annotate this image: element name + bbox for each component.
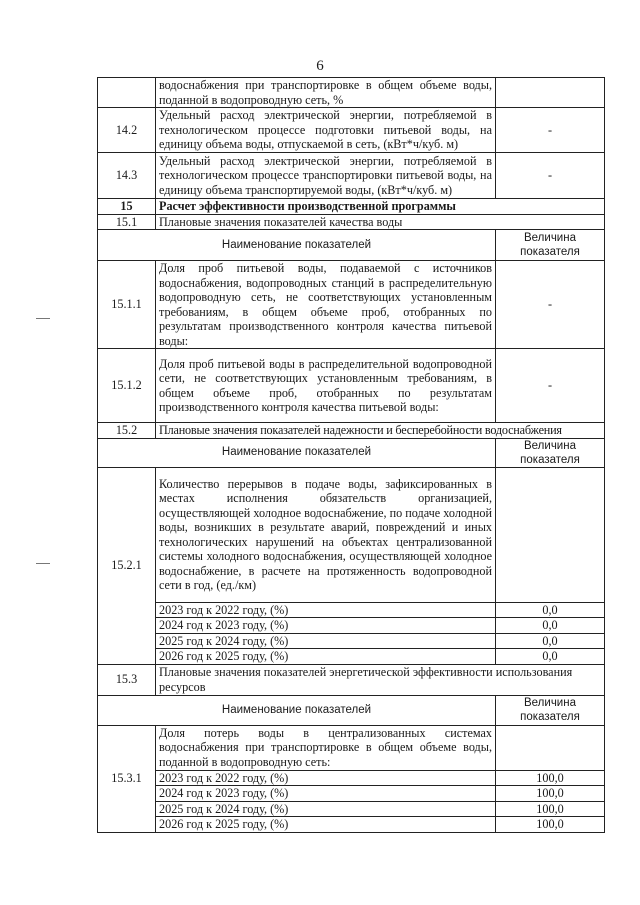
section-title: Расчет эффективности производственной программы [156,199,605,215]
year-value: 0,0 [496,618,605,634]
subsection-number: 15.3 [98,664,156,695]
row-value-cell: - [496,108,605,153]
page-number: 6 [316,58,324,74]
header-indicator-name: Наименование показателей [98,438,496,467]
header-indicator-value: Величина показателя [496,438,605,467]
year-value: 100,0 [496,786,605,802]
table-row [98,261,605,349]
year-row [98,801,605,817]
year-value: 0,0 [496,649,605,665]
row-number-cell: 15.2.1 [98,467,156,664]
year-row [98,633,605,649]
subsection-title: Плановые значения показателей энергетической эффективности использования ресурсов [156,664,605,695]
year-label: 2026 год к 2025 году, (%) [156,817,496,833]
column-header-row [98,230,605,261]
column-header-row [98,695,605,725]
row-number-cell: 15.3.1 [98,725,156,832]
year-label: 2023 год к 2022 году, (%) [156,770,496,786]
year-value: 0,0 [496,602,605,618]
year-label: 2024 год к 2023 году, (%) [156,786,496,802]
subsection-row [98,664,605,695]
subsection-row [98,214,605,230]
year-value: 0,0 [496,633,605,649]
year-label: 2025 год к 2024 году, (%) [156,633,496,649]
row-value-cell [496,725,605,770]
row-number-cell: 15.1.1 [98,261,156,349]
row-value-cell [496,78,605,108]
row-text-cell: Количество перерывов в подаче воды, зафиксированных в местах исполнения обязательств организацией, осуществляющей холодное водоснабжение, по подаче холодной воды, возникших в результате аварий, повреждений и иных технологических нарушений на объектах централизованной системы холодного водоснабжения, осуществляющей холодное водоснабжение, в расчете на протяженность водопроводной сети в год, (ед./км) [156,467,496,602]
row-number-cell [98,78,156,108]
table-row [98,153,605,199]
row-value-cell: - [496,261,605,349]
year-row [98,649,605,665]
header-indicator-name: Наименование показателей [98,695,496,725]
row-text-cell: Удельный расход электрической энергии, потребляемой в технологическом процессе транспортировки питьевой воды, на единицу объема транспортируемой воды, (кВт*ч/куб. м) [156,153,496,199]
row-number-cell: 14.3 [98,153,156,199]
table-row [98,78,605,108]
row-text-cell: Доля потерь воды в централизованных системах водоснабжения при транспортировке в общем объеме воды, поданной в водопроводную сеть: [156,725,496,770]
header-indicator-value: Величина показателя [496,695,605,725]
table-row [98,349,605,423]
year-label: 2023 год к 2022 году, (%) [156,602,496,618]
row-text-cell: водоснабжения при транспортировке в общем объеме воды, поданной в водопроводную сеть, % [156,78,496,108]
year-row [98,770,605,786]
row-value-cell: - [496,153,605,199]
row-value-cell [496,467,605,602]
table-row [98,725,605,770]
year-label: 2025 год к 2024 году, (%) [156,801,496,817]
subsection-title: Плановые значения показателей надежности и бесперебойности водоснабжения [156,423,605,439]
year-row [98,618,605,634]
row-number-cell: 15.1.2 [98,349,156,423]
year-row [98,817,605,833]
header-indicator-name: Наименование показателей [98,230,496,261]
year-label: 2024 год к 2023 году, (%) [156,618,496,634]
subsection-number: 15.2 [98,423,156,439]
subsection-number: 15.1 [98,214,156,230]
year-row [98,786,605,802]
row-value-cell: - [496,349,605,423]
section-number: 15 [98,199,156,215]
table-row [98,108,605,153]
section-row [98,199,605,215]
header-indicator-value: Величина показателя [496,230,605,261]
subsection-title: Плановые значения показателей качества воды [156,214,605,230]
scan-artifact-mark [36,318,50,319]
year-value: 100,0 [496,801,605,817]
table-row [98,467,605,602]
row-number-cell: 14.2 [98,108,156,153]
subsection-row [98,423,605,439]
indicators-table [97,77,605,833]
year-row [98,602,605,618]
scan-artifact-mark [36,563,50,564]
row-text-cell: Доля проб питьевой воды в распределительной водопроводной сети, не соответствующих установленным требованиям, в общем объеме проб, отобранных по результатам производственного контроля качества питьевой воды: [156,349,496,423]
year-label: 2026 год к 2025 году, (%) [156,649,496,665]
row-text-cell: Удельный расход электрической энергии, потребляемой в технологическом процессе подготовки питьевой воды, на единицу объема воды, отпускаемой в сеть, (кВт*ч/куб. м) [156,108,496,153]
column-header-row [98,438,605,467]
year-value: 100,0 [496,817,605,833]
row-text-cell: Доля проб питьевой воды, подаваемой с источников водоснабжения, водопроводных станций в распределительную водопроводную сеть, не соответствующих установленным требованиям, в общем объеме проб, отобранных по результатам производственного контроля качества питьевой воды: [156,261,496,349]
year-value: 100,0 [496,770,605,786]
